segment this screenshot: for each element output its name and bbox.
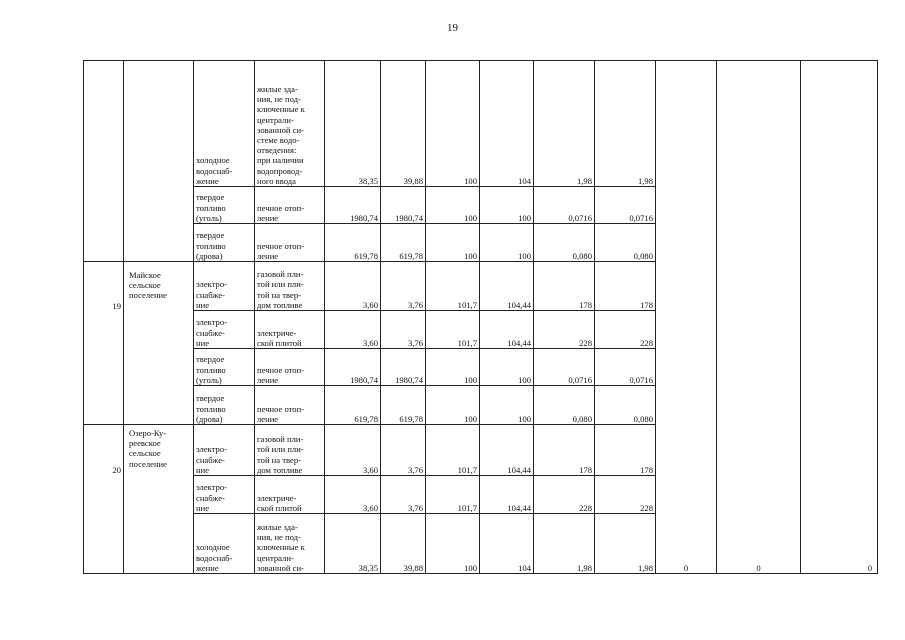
settlement-name: Озеро-Ку- реевское сельское поселение bbox=[124, 425, 194, 574]
row-index: 20 bbox=[84, 425, 124, 574]
page-number: 19 bbox=[447, 22, 458, 34]
value-cell: 228 bbox=[595, 311, 656, 349]
value-cell: 1980,74 bbox=[381, 187, 426, 224]
row-index bbox=[84, 61, 124, 262]
service-cell: твердое топливо (уголь) bbox=[194, 349, 255, 386]
value-cell: 104,44 bbox=[480, 476, 534, 514]
condition-cell: электриче- ской плитой bbox=[255, 476, 325, 514]
value-cell: 1,98 bbox=[595, 514, 656, 574]
value-cell: 100 bbox=[426, 61, 480, 187]
value-cell: 1,98 bbox=[595, 61, 656, 187]
value-cell: 104,44 bbox=[480, 262, 534, 311]
condition-cell: газовой пли- той или пли- той на твер- дом топливе bbox=[255, 425, 325, 476]
value-cell: 100 bbox=[426, 514, 480, 574]
value-cell: 101,7 bbox=[426, 311, 480, 349]
value-cell: 619,78 bbox=[381, 386, 426, 425]
service-cell: холодное водоснаб- жение bbox=[194, 514, 255, 574]
zero-cell: 0 bbox=[656, 61, 717, 574]
value-cell: 3,60 bbox=[325, 311, 381, 349]
value-cell: 100 bbox=[426, 187, 480, 224]
value-cell: 100 bbox=[426, 386, 480, 425]
service-cell: твердое топливо (дрова) bbox=[194, 224, 255, 262]
service-cell: электро- снабже- ние bbox=[194, 476, 255, 514]
value-cell: 0,080 bbox=[595, 224, 656, 262]
service-cell: электро- снабже- ние bbox=[194, 425, 255, 476]
value-cell: 619,78 bbox=[381, 224, 426, 262]
value-cell: 3,76 bbox=[381, 425, 426, 476]
value-cell: 3,76 bbox=[381, 262, 426, 311]
value-cell: 39,88 bbox=[381, 61, 426, 187]
value-cell: 38,35 bbox=[325, 514, 381, 574]
value-cell: 101,7 bbox=[426, 425, 480, 476]
value-cell: 228 bbox=[595, 476, 656, 514]
service-cell: электро- снабже- ние bbox=[194, 311, 255, 349]
value-cell: 3,60 bbox=[325, 425, 381, 476]
zero-cell: 0 bbox=[801, 61, 878, 574]
value-cell: 104,44 bbox=[480, 311, 534, 349]
value-cell: 1980,74 bbox=[381, 349, 426, 386]
condition-cell: жилые зда- ния, не под- ключенные к централи- зованной си- стеме водо- отведения: при наличии водопровод- ного ввода bbox=[255, 61, 325, 187]
service-cell: твердое топливо (дрова) bbox=[194, 386, 255, 425]
condition-cell: печное отоп- ление bbox=[255, 224, 325, 262]
value-cell: 0,0716 bbox=[595, 349, 656, 386]
value-cell: 228 bbox=[534, 311, 595, 349]
condition-cell: печное отоп- ление bbox=[255, 187, 325, 224]
service-cell: твердое топливо (уголь) bbox=[194, 187, 255, 224]
zero-cell: 0 bbox=[717, 61, 801, 574]
condition-cell: жилые зда- ния, не под- ключенные к централи- зованной си- bbox=[255, 514, 325, 574]
value-cell: 178 bbox=[595, 262, 656, 311]
value-cell: 228 bbox=[534, 476, 595, 514]
condition-cell: электриче- ской плитой bbox=[255, 311, 325, 349]
value-cell: 100 bbox=[480, 224, 534, 262]
tariff-table bbox=[83, 60, 878, 574]
value-cell: 0,0716 bbox=[534, 349, 595, 386]
value-cell: 100 bbox=[480, 386, 534, 425]
service-cell: электро- снабже- ние bbox=[194, 262, 255, 311]
value-cell: 619,78 bbox=[325, 224, 381, 262]
value-cell: 1980,74 bbox=[325, 187, 381, 224]
value-cell: 100 bbox=[426, 224, 480, 262]
value-cell: 1,98 bbox=[534, 514, 595, 574]
service-cell: холодное водоснаб- жение bbox=[194, 61, 255, 187]
value-cell: 3,60 bbox=[325, 262, 381, 311]
value-cell: 100 bbox=[426, 349, 480, 386]
value-cell: 1980,74 bbox=[325, 349, 381, 386]
value-cell: 0,080 bbox=[534, 386, 595, 425]
value-cell: 39,88 bbox=[381, 514, 426, 574]
value-cell: 1,98 bbox=[534, 61, 595, 187]
value-cell: 104 bbox=[480, 61, 534, 187]
value-cell: 100 bbox=[480, 187, 534, 224]
value-cell: 101,7 bbox=[426, 476, 480, 514]
value-cell: 104,44 bbox=[480, 425, 534, 476]
value-cell: 3,76 bbox=[381, 311, 426, 349]
value-cell: 104 bbox=[480, 514, 534, 574]
value-cell: 38,35 bbox=[325, 61, 381, 187]
value-cell: 100 bbox=[480, 349, 534, 386]
condition-cell: газовой пли- той или пли- той на твер- дом топливе bbox=[255, 262, 325, 311]
value-cell: 0,0716 bbox=[534, 187, 595, 224]
value-cell: 101,7 bbox=[426, 262, 480, 311]
row-index: 19 bbox=[84, 262, 124, 425]
value-cell: 0,080 bbox=[595, 386, 656, 425]
condition-cell: печное отоп- ление bbox=[255, 349, 325, 386]
settlement-name bbox=[124, 61, 194, 262]
value-cell: 3,76 bbox=[381, 476, 426, 514]
value-cell: 0,0716 bbox=[595, 187, 656, 224]
condition-cell: печное отоп- ление bbox=[255, 386, 325, 425]
value-cell: 619,78 bbox=[325, 386, 381, 425]
settlement-name: Майское сельское поселение bbox=[124, 262, 194, 425]
value-cell: 178 bbox=[534, 262, 595, 311]
value-cell: 0,080 bbox=[534, 224, 595, 262]
table-row bbox=[84, 61, 878, 187]
value-cell: 178 bbox=[595, 425, 656, 476]
value-cell: 178 bbox=[534, 425, 595, 476]
value-cell: 3,60 bbox=[325, 476, 381, 514]
